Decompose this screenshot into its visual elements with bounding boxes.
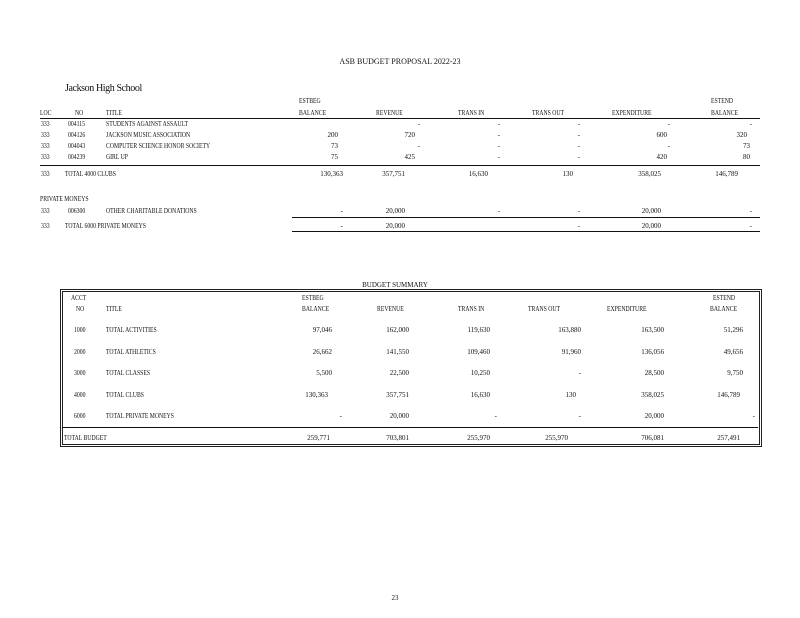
total-revenue: 20,000 [385, 222, 405, 230]
sum-total-revenue: 703,801 [386, 434, 409, 442]
col-header-expenditure: EXPENDITURE [612, 109, 652, 117]
row-loc: 333 [41, 142, 50, 150]
total-estend: 146,789 [715, 170, 738, 178]
sum-total-trans-in: 255,970 [467, 434, 490, 442]
row-trans-in: - [497, 131, 500, 139]
total-estbeg: 130,363 [320, 170, 343, 178]
sum-row-title: TOTAL ACTIVITIES [106, 326, 157, 334]
sum-row-trans-out: - [578, 412, 581, 420]
row-title: COMPUTER SCIENCE HONOR SOCIETY [106, 142, 211, 150]
col-header-revenue: REVENUE [376, 109, 403, 117]
row-trans-out: - [577, 120, 580, 128]
row-title: STUDENTS AGAINST ASSAULT [106, 120, 188, 128]
total-rule [292, 231, 760, 232]
sum-col-trans-out: TRANS OUT [528, 305, 561, 313]
row-trans-in: - [497, 120, 500, 128]
sum-col-trans-in: TRANS IN [458, 305, 485, 313]
sum-col-estbeg-1: ESTBEG [302, 294, 324, 302]
sum-row-estend: - [752, 412, 755, 420]
sum-row-no: 4000 [74, 391, 86, 399]
row-trans-out: - [577, 153, 580, 161]
school-name: Jackson High School [65, 83, 142, 94]
col-header-estbeg-2: BALANCE [299, 109, 327, 117]
row-title: OTHER CHARITABLE DONATIONS [106, 207, 197, 215]
header-rule [40, 118, 760, 119]
row-estbeg: - [340, 207, 343, 215]
sum-row-title: TOTAL CLUBS [106, 391, 144, 399]
row-loc: 333 [41, 207, 50, 215]
sum-row-revenue: 162,000 [386, 326, 409, 334]
row-title: GIRL UP [106, 153, 128, 161]
sum-col-expenditure: EXPENDITURE [607, 305, 647, 313]
col-header-estbeg-1: ESTBEG [299, 97, 321, 105]
page-title: ASB BUDGET PROPOSAL 2022-23 [339, 57, 461, 66]
row-expenditure: 20,000 [641, 207, 661, 215]
total-estend: - [749, 222, 752, 230]
total-revenue: 357,751 [382, 170, 405, 178]
sum-row-trans-out: 91,960 [561, 348, 581, 356]
sum-row-title: TOTAL PRIVATE MONEYS [106, 412, 175, 420]
sum-row-trans-in: 119,630 [467, 326, 490, 334]
row-no: 004239 [68, 153, 86, 161]
sum-row-estbeg: 130,363 [305, 391, 328, 399]
sum-row-revenue: 22,500 [389, 369, 409, 377]
row-trans-out: - [577, 207, 580, 215]
sum-row-revenue: 357,751 [386, 391, 409, 399]
row-no: 006300 [68, 207, 86, 215]
section-heading: PRIVATE MONEYS [40, 195, 89, 203]
total-loc: 333 [41, 222, 50, 230]
row-estbeg: 200 [327, 131, 338, 139]
row-estend: - [749, 207, 752, 215]
page-number: 23 [391, 594, 399, 602]
sum-col-estbeg-2: BALANCE [302, 305, 330, 313]
col-header-estend-1: ESTEND [711, 97, 734, 105]
sum-row-trans-in: - [494, 412, 497, 420]
sum-row-estend: 51,296 [723, 326, 743, 334]
row-loc: 333 [41, 153, 50, 161]
total-title: TOTAL 6000 PRIVATE MONEYS [65, 222, 146, 230]
sum-row-expenditure: 20,000 [644, 412, 664, 420]
sum-col-title: TITLE [106, 305, 122, 313]
sum-row-estbeg: - [339, 412, 342, 420]
sum-row-revenue: 20,000 [389, 412, 409, 420]
sum-row-revenue: 141,550 [386, 348, 409, 356]
row-estend: - [749, 120, 752, 128]
sum-row-expenditure: 28,500 [644, 369, 664, 377]
summary-heading: BUDGET SUMMARY [362, 281, 428, 289]
row-no: 004126 [68, 131, 86, 139]
row-expenditure: 600 [656, 131, 667, 139]
total-expenditure: 20,000 [641, 222, 661, 230]
row-revenue: 20,000 [385, 207, 405, 215]
total-trans-out: 130 [562, 170, 573, 178]
row-loc: 333 [41, 120, 50, 128]
total-trans-out: - [577, 222, 580, 230]
row-estend: 73 [743, 142, 750, 150]
total-estbeg: - [340, 222, 343, 230]
sum-row-trans-out: 163,880 [558, 326, 581, 334]
sum-row-expenditure: 163,500 [641, 326, 664, 334]
row-estend: 80 [743, 153, 750, 161]
sum-row-estbeg: 97,046 [312, 326, 332, 334]
summary-inner-box [62, 291, 760, 445]
sum-row-estend: 9,750 [727, 369, 743, 377]
sum-row-trans-out: 130 [565, 391, 576, 399]
row-trans-in: - [497, 207, 500, 215]
col-header-loc: LOC [40, 109, 52, 117]
row-no: 004115 [68, 120, 86, 128]
sum-row-title: TOTAL CLASSES [106, 369, 151, 377]
summary-total-rule [62, 427, 758, 428]
row-estend: 320 [736, 131, 747, 139]
row-estbeg: 75 [331, 153, 338, 161]
sum-col-revenue: REVENUE [377, 305, 404, 313]
subtotal-rule [40, 165, 760, 166]
total-title: TOTAL 4000 CLUBS [65, 170, 116, 178]
row-revenue: 425 [404, 153, 415, 161]
sum-row-no: 2000 [74, 348, 86, 356]
sum-row-expenditure: 358,025 [641, 391, 664, 399]
sum-total-title: TOTAL BUDGET [64, 434, 107, 442]
row-trans-out: - [577, 142, 580, 150]
total-trans-in: 16,630 [468, 170, 488, 178]
sum-row-trans-out: - [578, 369, 581, 377]
sum-row-trans-in: 10,250 [470, 369, 490, 377]
col-header-estend-2: BALANCE [711, 109, 739, 117]
sum-total-estbeg: 259,771 [307, 434, 330, 442]
sum-col-acct-1: ACCT [71, 294, 87, 302]
sum-row-trans-in: 16,630 [470, 391, 490, 399]
sum-row-no: 3000 [74, 369, 86, 377]
sum-row-estend: 146,789 [717, 391, 740, 399]
total-loc: 333 [41, 170, 50, 178]
row-revenue: 720 [404, 131, 415, 139]
sum-row-no: 6000 [74, 412, 86, 420]
col-header-trans-out: TRANS OUT [532, 109, 565, 117]
row-trans-in: - [497, 142, 500, 150]
sum-total-expenditure: 706,081 [641, 434, 664, 442]
row-estbeg: 73 [331, 142, 338, 150]
row-trans-out: - [577, 131, 580, 139]
row-revenue: - [417, 120, 420, 128]
row-no: 004043 [68, 142, 86, 150]
sum-row-estbeg: 26,662 [312, 348, 332, 356]
row-loc: 333 [41, 131, 50, 139]
sum-row-trans-in: 109,460 [467, 348, 490, 356]
sum-col-estend-2: BALANCE [710, 305, 738, 313]
col-header-trans-in: TRANS IN [458, 109, 485, 117]
total-expenditure: 358,025 [638, 170, 661, 178]
sum-row-title: TOTAL ATHLETICS [106, 348, 156, 356]
sum-col-estend-1: ESTEND [713, 294, 736, 302]
sum-total-estend: 257,491 [717, 434, 740, 442]
row-expenditure: - [667, 120, 670, 128]
row-expenditure: 420 [656, 153, 667, 161]
sum-row-estend: 49,656 [723, 348, 743, 356]
col-header-no: NO [75, 109, 84, 117]
sum-row-estbeg: 5,500 [316, 369, 332, 377]
sum-row-no: 1000 [74, 326, 86, 334]
sum-row-expenditure: 136,056 [641, 348, 664, 356]
sum-total-trans-out: 255,970 [545, 434, 568, 442]
row-trans-in: - [497, 153, 500, 161]
row-title: JACKSON MUSIC ASSOCIATION [106, 131, 191, 139]
row-revenue: - [417, 142, 420, 150]
sum-col-acct-2: NO [76, 305, 85, 313]
col-header-title: TITLE [106, 109, 122, 117]
row-expenditure: - [667, 142, 670, 150]
subtotal-rule [292, 217, 760, 218]
